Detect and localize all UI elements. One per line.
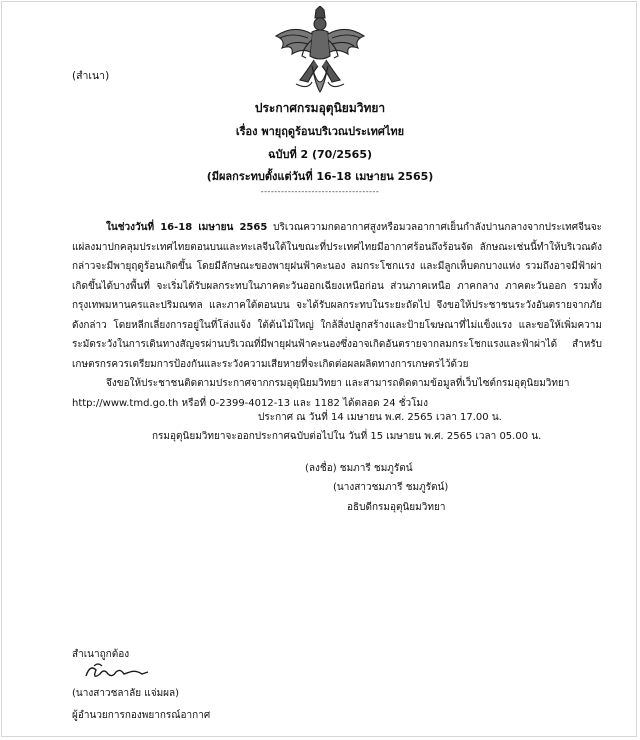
- certifier-name: (นางสาวชลาลัย แจ่มผล): [72, 688, 180, 699]
- certifier-title: ผู้อำนวยการกองพยากรณ์อากาศ: [72, 710, 211, 721]
- separator-line: -----------------------------------: [260, 187, 380, 196]
- effective-period: (มีผลกระทบตั้งแต่วันที่ 16-18 เมษายน 2565): [206, 170, 434, 183]
- announcement-body: [72, 218, 602, 413]
- paragraph-2: จึงขอให้ประชาชนติดตามประกาศจากกรมอุตุนิยมวิทยา และสามารถติดตามข้อมูลที่เว็บไซต์กรมอุตุนิยมวิทยา: [106, 378, 570, 389]
- signatory-title: อธิบดีกรมอุตุนิยมวิทยา: [347, 502, 446, 513]
- next-issue-note: กรมอุตุนิยมวิทยาจะออกประกาศฉบับต่อไปใน วันที่ 15 เมษายน พ.ศ. 2565 เวลา 05.00 น.: [152, 431, 542, 442]
- certified-copy-label: สำเนาถูกต้อง: [72, 649, 130, 660]
- issue-number: ฉบับที่ 2 (70/2565): [267, 148, 373, 161]
- announced-date: ประกาศ ณ วันที่ 14 เมษายน พ.ศ. 2565 เวลา 17.00 น.: [258, 412, 502, 423]
- document-title: ประกาศกรมอุตุนิยมวิทยา: [254, 101, 386, 115]
- paragraph-1-body: บริเวณความกดอากาศสูงหรือมวลอากาศเย็นกำลังปานกลางจากประเทศจีนจะแผ่ลงมาปกคลุมประเทศไทยตอนบนและทะเลจีนใต้ในขณะที่ประเทศไทยมีอากาศร้อนถึงร้อนจัด ลักษณะเช่นนี้ทำให้บริเวณดังกล่าวจะมีพายุฤดูร้อนเกิดขึ้น โดยมีลักษณะของพายุฝนฟ้าคะนอง ลมกระโชกแรง และมีลูกเห็บตกบางแห่ง รวมถึงอาจมีฟ้าผ่าเกิดขึ้นได้บางพื้นที่ จะเริ่มได้รับผลกระทบในภาคตะวันออกเฉียงเหนือก่อน ส่วนภาคเหนือ ภาคกลาง ภาคตะวันออก รวมทั้งกรุงเทพมหานครและปริมณฑล และภาคใต้ตอนบน จะได้รับผลกระทบในระยะถัดไป จึงขอให้ประชาชนระวังอันตรายจากภัยดังกล่าว โดยหลีกเลี่ยงการอยู่ในที่โล่งแจ้ง ใต้ต้นไม้ใหญ่ ใกล้สิ่งปลูกสร้างและป้ายโฆษณาที่ไม่แข็งแรง และขอให้เพิ่มความระมัดระวังในการเดินทางสัญจรผ่านบริเวณที่มีพายุฝนฟ้าคะนองซึ่งอาจเกิดอันตรายจากลมกระโชกแรงและฟ้าผ่าได้ สำหรับเกษตรกรควรเตรียมการป้องกันและระวังความเสียหายที่จะเกิดต่อผลผลิตทางการเกษตรไว้ด้วย: [72, 222, 602, 370]
- signatory-name: (นางสาวชมภารี ชมภูรัตน์): [333, 482, 449, 493]
- document-subject: เรื่อง พายุฤดูร้อนบริเวณประเทศไทย: [235, 125, 405, 138]
- handwritten-signature-icon: [82, 660, 152, 684]
- signature-line: (ลงชื่อ) ชมภารี ชมภูรัตน์: [305, 463, 413, 474]
- paragraph-1: [72, 218, 602, 374]
- website-contact: http://www.tmd.go.th หรือที่ 0-2399-4012-13 และ 1182 ได้ตลอด 24 ชั่วโมง: [72, 397, 428, 409]
- garuda-emblem-icon: [272, 6, 368, 98]
- copy-mark: (สำเนา): [72, 70, 110, 82]
- paragraph-1-lead: ในช่วงวันที่ 16-18 เมษายน 2565: [106, 222, 268, 233]
